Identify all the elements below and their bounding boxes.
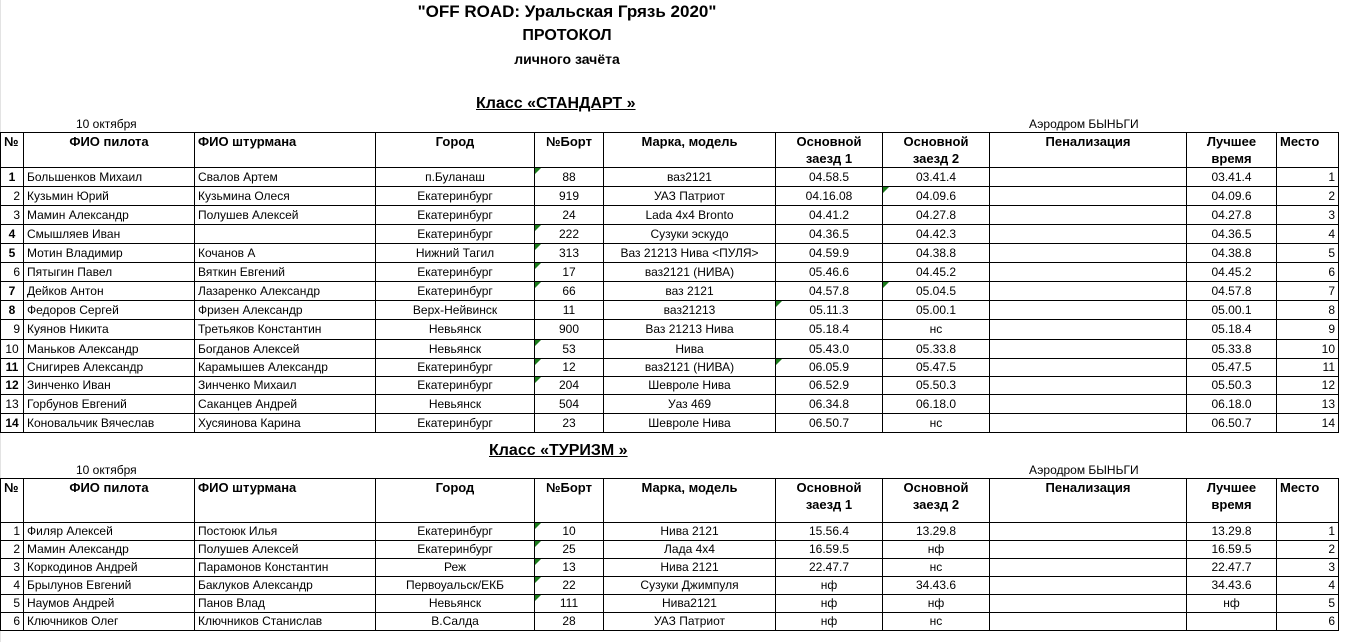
cell-penalty	[990, 282, 1187, 301]
cell-run1: нф	[776, 595, 883, 613]
cell-penalty	[990, 377, 1187, 395]
cell-pilot: Смышляев Иван	[24, 225, 195, 244]
cell-run2: 05.47.5	[883, 359, 990, 377]
cell-num: 3	[1, 559, 24, 577]
cell-run2: 04.27.8	[883, 206, 990, 225]
cell-model: Шевроле Нива	[604, 414, 776, 433]
cell-navigator: Вяткин Евгений	[195, 263, 376, 282]
col-penalty-header: Пенализация	[990, 133, 1187, 168]
cell-run1: 06.52.9	[776, 377, 883, 395]
cell-model: Лада 4х4	[604, 541, 776, 559]
table-row	[1, 613, 1339, 631]
cell-board: 10	[535, 523, 604, 541]
col-run2-header	[883, 479, 990, 523]
cell-num: 2	[1, 541, 24, 559]
cell-city: Екатеринбург	[376, 263, 535, 282]
cell-run2: 04.45.2	[883, 263, 990, 282]
cell-penalty	[990, 301, 1187, 320]
run1-header-line2: заезд 1	[805, 497, 853, 512]
cell-model: ваз 2121	[604, 282, 776, 301]
cell-place: 1	[1277, 523, 1339, 541]
cell-place: 2	[1277, 541, 1339, 559]
cell-place: 8	[1277, 301, 1339, 320]
tourism-date: 10 октября	[76, 463, 137, 477]
cell-num: 6	[1, 263, 24, 282]
cell-navigator: Полушев Алексей	[195, 206, 376, 225]
table-row	[1, 595, 1339, 613]
cell-pilot: Коркодинов Андрей	[24, 559, 195, 577]
cell-model: Шевроле Нива	[604, 377, 776, 395]
cell-run2: 04.38.8	[883, 244, 990, 263]
cell-pilot: Кузьмин Юрий	[24, 187, 195, 206]
standard-results-table	[0, 132, 1339, 433]
cell-penalty	[990, 187, 1187, 206]
cell-run2: 13.29.8	[883, 523, 990, 541]
cell-run1: 04.59.9	[776, 244, 883, 263]
cell-city: Екатеринбург	[376, 282, 535, 301]
run1-header-line1: Основной	[796, 480, 862, 495]
cell-city: Невьянск	[376, 395, 535, 414]
cell-pilot: Федоров Сергей	[24, 301, 195, 320]
cell-model: Сузуки Джимпуля	[604, 577, 776, 595]
cell-run1: нф	[776, 577, 883, 595]
col-pilot-header: ФИО пилота	[24, 479, 195, 523]
table-row	[1, 559, 1339, 577]
cell-navigator: Фризен Александр	[195, 301, 376, 320]
cell-num: 1	[1, 523, 24, 541]
cell-run2: 06.18.0	[883, 395, 990, 414]
col-city-header: Город	[376, 479, 535, 523]
cell-best: 34.43.6	[1187, 577, 1277, 595]
col-board-header: №Борт	[535, 479, 604, 523]
cell-city: Екатеринбург	[376, 541, 535, 559]
col-best-header	[1187, 479, 1277, 523]
cell-model: Lada 4x4 Bronto	[604, 206, 776, 225]
cell-navigator: Парамонов Константин	[195, 559, 376, 577]
cell-navigator: Панов Влад	[195, 595, 376, 613]
cell-penalty	[990, 263, 1187, 282]
cell-board: 23	[535, 414, 604, 433]
cell-penalty	[990, 577, 1187, 595]
cell-model: Нива 2121	[604, 559, 776, 577]
table-row	[1, 359, 1339, 377]
run2-header-line1: Основной	[903, 480, 969, 495]
cell-run2: 05.50.3	[883, 377, 990, 395]
cell-run2: 34.43.6	[883, 577, 990, 595]
cell-place: 5	[1277, 244, 1339, 263]
cell-run1: 06.05.9	[776, 359, 883, 377]
cell-run1: 05.18.4	[776, 320, 883, 340]
cell-num: 14	[1, 414, 24, 433]
cell-run1: 05.43.0	[776, 340, 883, 359]
table-row	[1, 523, 1339, 541]
table-row	[1, 206, 1339, 225]
cell-model: ваз21213	[604, 301, 776, 320]
cell-run1: 05.11.3	[776, 301, 883, 320]
cell-board: 53	[535, 340, 604, 359]
col-run1-header	[776, 133, 883, 168]
cell-place: 1	[1277, 168, 1339, 187]
cell-run2: нс	[883, 414, 990, 433]
cell-run2: 05.33.8	[883, 340, 990, 359]
table-row	[1, 340, 1339, 359]
cell-num: 11	[1, 359, 24, 377]
cell-city: Невьянск	[376, 340, 535, 359]
table-row	[1, 168, 1339, 187]
cell-place: 7	[1277, 282, 1339, 301]
cell-board: 900	[535, 320, 604, 340]
cell-board: 12	[535, 359, 604, 377]
cell-penalty	[990, 523, 1187, 541]
cell-best: 16.59.5	[1187, 541, 1277, 559]
cell-best: 04.57.8	[1187, 282, 1277, 301]
cell-place: 5	[1277, 595, 1339, 613]
best-header-line1: Лучшее	[1206, 480, 1257, 495]
cell-best: 22.47.7	[1187, 559, 1277, 577]
col-city-header: Город	[376, 133, 535, 168]
cell-num: 5	[1, 595, 24, 613]
cell-num: 6	[1, 613, 24, 631]
class-tourism-title: Класс «ТУРИЗМ »	[489, 442, 628, 459]
cell-best: 04.36.5	[1187, 225, 1277, 244]
cell-navigator: Кочанов А	[195, 244, 376, 263]
cell-city: В.Салда	[376, 613, 535, 631]
cell-board: 24	[535, 206, 604, 225]
cell-navigator: Кузьмина Олеся	[195, 187, 376, 206]
table-row	[1, 541, 1339, 559]
table-row	[1, 244, 1339, 263]
cell-place: 6	[1277, 613, 1339, 631]
cell-city: Реж	[376, 559, 535, 577]
cell-place: 2	[1277, 187, 1339, 206]
cell-num: 10	[1, 340, 24, 359]
cell-model: ваз2121 (НИВА)	[604, 359, 776, 377]
cell-pilot: Наумов Андрей	[24, 595, 195, 613]
cell-board: 919	[535, 187, 604, 206]
cell-run2: нф	[883, 541, 990, 559]
table-row	[1, 301, 1339, 320]
cell-pilot: Куянов Никита	[24, 320, 195, 340]
cell-place: 14	[1277, 414, 1339, 433]
cell-pilot: Мамин Александр	[24, 206, 195, 225]
cell-board: 204	[535, 377, 604, 395]
cell-run1: 06.50.7	[776, 414, 883, 433]
cell-pilot: Мотин Владимир	[24, 244, 195, 263]
cell-best: 03.41.4	[1187, 168, 1277, 187]
cell-penalty	[990, 359, 1187, 377]
cell-model: Нива 2121	[604, 523, 776, 541]
cell-city: Екатеринбург	[376, 377, 535, 395]
cell-place: 3	[1277, 206, 1339, 225]
table-row	[1, 263, 1339, 282]
cell-board: 222	[535, 225, 604, 244]
col-navigator-header: ФИО штурмана	[195, 479, 376, 523]
cell-run1: 22.47.7	[776, 559, 883, 577]
cell-penalty	[990, 559, 1187, 577]
standard-date: 10 октября	[76, 117, 137, 131]
cell-navigator: Ключников Станислав	[195, 613, 376, 631]
run2-header-line2: заезд 2	[912, 151, 960, 166]
cell-penalty	[990, 340, 1187, 359]
cell-city: Екатеринбург	[376, 523, 535, 541]
cell-run2: 05.04.5	[883, 282, 990, 301]
cell-board: 66	[535, 282, 604, 301]
cell-run1: 04.41.2	[776, 206, 883, 225]
cell-run2: 04.42.3	[883, 225, 990, 244]
cell-city: п.Буланаш	[376, 168, 535, 187]
cell-run1: 05.46.6	[776, 263, 883, 282]
col-model-header: Марка, модель	[604, 133, 776, 168]
cell-pilot: Дейков Антон	[24, 282, 195, 301]
cell-best: 13.29.8	[1187, 523, 1277, 541]
cell-board: 25	[535, 541, 604, 559]
cell-best: 05.33.8	[1187, 340, 1277, 359]
cell-penalty	[990, 395, 1187, 414]
cell-model: Ваз 21213 Нива <ПУЛЯ>	[604, 244, 776, 263]
cell-model: ваз2121	[604, 168, 776, 187]
cell-penalty	[990, 225, 1187, 244]
cell-navigator: Баклуков Александр	[195, 577, 376, 595]
cell-city: Екатеринбург	[376, 414, 535, 433]
cell-best: 04.09.6	[1187, 187, 1277, 206]
cell-navigator: Постоюк Илья	[195, 523, 376, 541]
cell-best: 05.18.4	[1187, 320, 1277, 340]
cell-pilot: Ключников Олег	[24, 613, 195, 631]
cell-place: 6	[1277, 263, 1339, 282]
cell-navigator: Богданов Алексей	[195, 340, 376, 359]
cell-pilot: Снигирев Александр	[24, 359, 195, 377]
run2-header-line2: заезд 2	[912, 497, 960, 512]
cell-pilot: Большенков Михаил	[24, 168, 195, 187]
cell-best: нф	[1187, 595, 1277, 613]
cell-num: 9	[1, 320, 24, 340]
cell-board: 28	[535, 613, 604, 631]
standard-location: Аэродром БЫНЬГИ	[1029, 117, 1139, 131]
col-place-header: Место	[1277, 133, 1339, 168]
cell-model: ваз2121 (НИВА)	[604, 263, 776, 282]
cell-board: 13	[535, 559, 604, 577]
best-header-line1: Лучшее	[1206, 134, 1257, 149]
cell-run1: 04.36.5	[776, 225, 883, 244]
cell-model: Нива2121	[604, 595, 776, 613]
table-row	[1, 414, 1339, 433]
cell-place: 4	[1277, 577, 1339, 595]
col-num-header: №	[1, 133, 24, 168]
cell-city: Екатеринбург	[376, 359, 535, 377]
cell-run1: нф	[776, 613, 883, 631]
cell-model: Уаз 469	[604, 395, 776, 414]
table-row	[1, 282, 1339, 301]
cell-best: 05.47.5	[1187, 359, 1277, 377]
cell-navigator: Карамышев Александр	[195, 359, 376, 377]
cell-navigator: Свалов Артем	[195, 168, 376, 187]
cell-city: Нижний Тагил	[376, 244, 535, 263]
cell-city: Невьянск	[376, 320, 535, 340]
table-row	[1, 377, 1339, 395]
best-header-line2: время	[1211, 151, 1252, 166]
cell-model: Ваз 21213 Нива	[604, 320, 776, 340]
cell-best: 06.50.7	[1187, 414, 1277, 433]
run1-header-line2: заезд 1	[805, 151, 853, 166]
cell-city: Верх-Нейвинск	[376, 301, 535, 320]
cell-place: 10	[1277, 340, 1339, 359]
cell-num: 8	[1, 301, 24, 320]
cell-place: 11	[1277, 359, 1339, 377]
cell-num: 12	[1, 377, 24, 395]
cell-place: 9	[1277, 320, 1339, 340]
cell-model: УАЗ Патриот	[604, 613, 776, 631]
cell-run2: 05.00.1	[883, 301, 990, 320]
tourism-header-row	[1, 479, 1339, 523]
cell-run1: 06.34.8	[776, 395, 883, 414]
cell-run1: 16.59.5	[776, 541, 883, 559]
cell-navigator	[195, 225, 376, 244]
protocol-title: ПРОТОКОЛ	[522, 27, 612, 44]
cell-pilot: Маньков Александр	[24, 340, 195, 359]
cell-navigator: Саканцев Андрей	[195, 395, 376, 414]
table-row	[1, 320, 1339, 340]
table-row	[1, 395, 1339, 414]
run2-header-line1: Основной	[903, 134, 969, 149]
cell-run2: нф	[883, 595, 990, 613]
col-run1-header	[776, 479, 883, 523]
cell-num: 4	[1, 577, 24, 595]
cell-pilot: Пятыгин Павел	[24, 263, 195, 282]
cell-city: Екатеринбург	[376, 187, 535, 206]
cell-board: 88	[535, 168, 604, 187]
best-header-line2: время	[1211, 497, 1252, 512]
cell-run2: нс	[883, 559, 990, 577]
cell-num: 5	[1, 244, 24, 263]
cell-num: 2	[1, 187, 24, 206]
cell-board: 11	[535, 301, 604, 320]
tourism-location: Аэродром БЫНЬГИ	[1029, 463, 1139, 477]
cell-pilot: Филяр Алексей	[24, 523, 195, 541]
cell-run2: 03.41.4	[883, 168, 990, 187]
cell-penalty	[990, 541, 1187, 559]
cell-penalty	[990, 244, 1187, 263]
col-navigator-header: ФИО штурмана	[195, 133, 376, 168]
cell-model: УАЗ Патриот	[604, 187, 776, 206]
cell-num: 13	[1, 395, 24, 414]
cell-model: Нива	[604, 340, 776, 359]
cell-pilot: Горбунов Евгений	[24, 395, 195, 414]
cell-board: 22	[535, 577, 604, 595]
cell-penalty	[990, 613, 1187, 631]
cell-city: Невьянск	[376, 595, 535, 613]
col-place-header: Место	[1277, 479, 1339, 523]
cell-run2: нс	[883, 613, 990, 631]
col-run2-header	[883, 133, 990, 168]
cell-best: 05.50.3	[1187, 377, 1277, 395]
cell-pilot: Брылунов Евгений	[24, 577, 195, 595]
cell-pilot: Мамин Александр	[24, 541, 195, 559]
cell-num: 3	[1, 206, 24, 225]
class-standard-title: Класс «СТАНДАРТ »	[476, 95, 636, 112]
cell-place: 4	[1277, 225, 1339, 244]
cell-best: 06.18.0	[1187, 395, 1277, 414]
protocol-subtitle: личного зачёта	[514, 51, 620, 67]
cell-best: 05.00.1	[1187, 301, 1277, 320]
cell-board: 111	[535, 595, 604, 613]
cell-city: Екатеринбург	[376, 206, 535, 225]
event-title: "OFF ROAD: Уральская Грязь 2020"	[417, 2, 717, 21]
cell-navigator: Полушев Алексей	[195, 541, 376, 559]
cell-best: 04.27.8	[1187, 206, 1277, 225]
cell-navigator: Третьяков Константин	[195, 320, 376, 340]
table-row	[1, 225, 1339, 244]
standard-header-row	[1, 133, 1339, 168]
cell-navigator: Хусяинова Карина	[195, 414, 376, 433]
cell-penalty	[990, 168, 1187, 187]
cell-pilot: Зинченко Иван	[24, 377, 195, 395]
col-best-header	[1187, 133, 1277, 168]
cell-pilot: Коновальчик Вячеслав	[24, 414, 195, 433]
col-penalty-header: Пенализация	[990, 479, 1187, 523]
cell-navigator: Лазаренко Александр	[195, 282, 376, 301]
cell-penalty	[990, 414, 1187, 433]
cell-navigator: Зинченко Михаил	[195, 377, 376, 395]
cell-model: Сузуки эскудо	[604, 225, 776, 244]
cell-board: 504	[535, 395, 604, 414]
cell-run1: 15.56.4	[776, 523, 883, 541]
cell-run1: 04.58.5	[776, 168, 883, 187]
cell-num: 7	[1, 282, 24, 301]
table-row	[1, 187, 1339, 206]
cell-best: 04.38.8	[1187, 244, 1277, 263]
cell-place: 3	[1277, 559, 1339, 577]
cell-board: 313	[535, 244, 604, 263]
cell-penalty	[990, 320, 1187, 340]
cell-city: Первоуальск/ЕКБ	[376, 577, 535, 595]
cell-best: 04.45.2	[1187, 263, 1277, 282]
tourism-results-table	[0, 478, 1339, 631]
run1-header-line1: Основной	[796, 134, 862, 149]
cell-place: 13	[1277, 395, 1339, 414]
cell-num: 4	[1, 225, 24, 244]
col-num-header: №	[1, 479, 24, 523]
cell-best	[1187, 613, 1277, 631]
col-pilot-header: ФИО пилота	[24, 133, 195, 168]
cell-run1: 04.57.8	[776, 282, 883, 301]
table-row	[1, 577, 1339, 595]
col-model-header: Марка, модель	[604, 479, 776, 523]
cell-run2: нс	[883, 320, 990, 340]
cell-run1: 04.16.08	[776, 187, 883, 206]
cell-city: Екатеринбург	[376, 225, 535, 244]
col-board-header: №Борт	[535, 133, 604, 168]
cell-run2: 04.09.6	[883, 187, 990, 206]
cell-penalty	[990, 595, 1187, 613]
cell-penalty	[990, 206, 1187, 225]
cell-place: 12	[1277, 377, 1339, 395]
cell-board: 17	[535, 263, 604, 282]
cell-num: 1	[1, 168, 24, 187]
